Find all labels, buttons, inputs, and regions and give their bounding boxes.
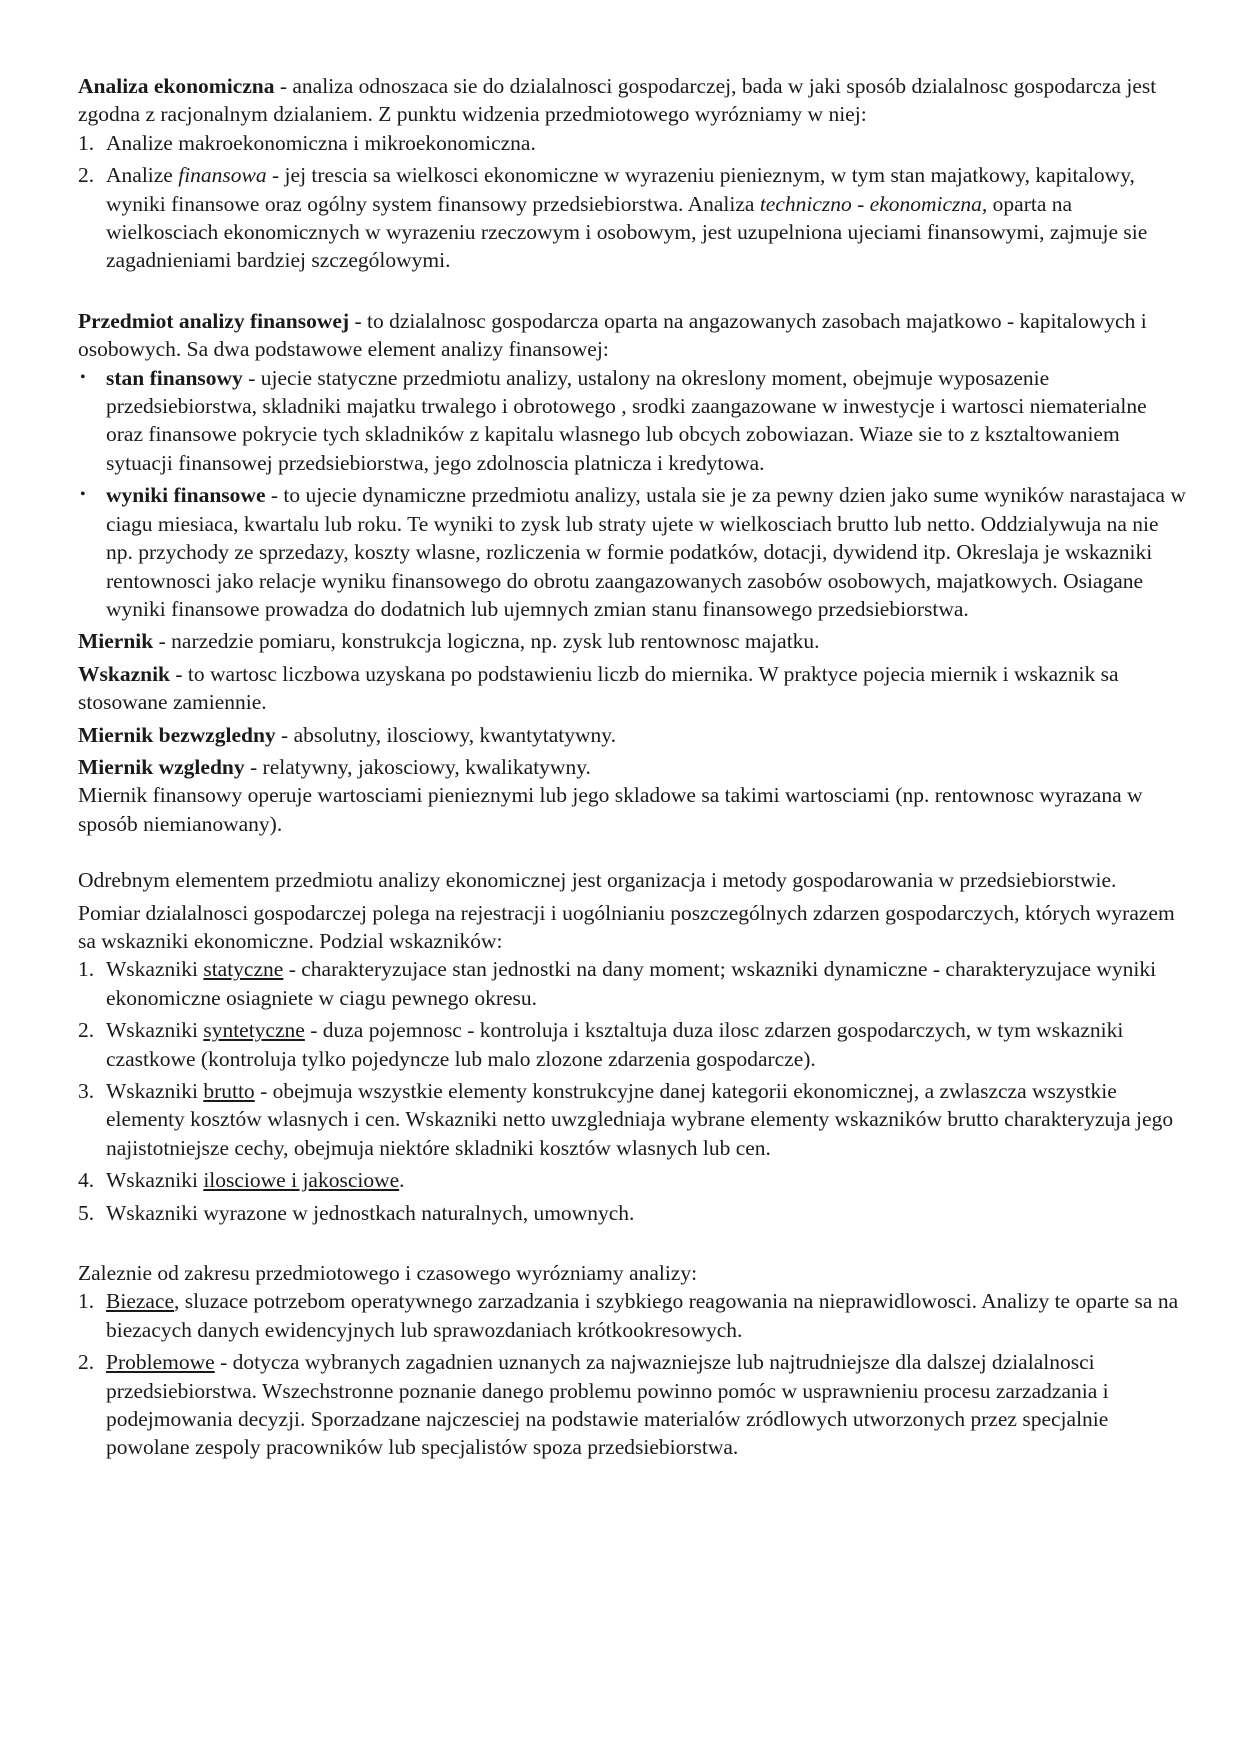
- emphasis-finansowa: finansowa: [178, 163, 267, 188]
- analizy-list: [78, 1287, 1188, 1461]
- term-wyniki-finansowe: wyniki finansowe: [106, 483, 266, 508]
- list-item: [78, 1166, 1188, 1194]
- list-item-text: Analize: [106, 163, 179, 188]
- list-number: 2.: [78, 163, 95, 188]
- list-item-text: Wskazniki wyrazone w jednostkach naturalnych, umownych.: [106, 1200, 635, 1225]
- list-item-text: - duza pojemnosc - kontroluja i ksztaltuja duza ilosc zdarzen gospodarczych, w tym wskazniki czastkowe (kontroluja tylko pojedyncze lub malo zlozone zdarzenia gospodarcze).: [106, 1018, 1124, 1071]
- term-miernik-wzgledny: Miernik wzgledny: [78, 754, 245, 779]
- list-item: [78, 1348, 1188, 1462]
- definition: [78, 627, 1188, 655]
- term-przedmiot: Przedmiot analizy finansowej: [78, 308, 350, 333]
- definition-text: - narzedzie pomiaru, konstrukcja logiczna, np. zysk lub rentownosc majatku.: [153, 629, 820, 654]
- bullet-icon: •: [80, 368, 86, 386]
- list-item-text: oparta na wielkosciach ekonomicznych w wyrazeniu rzeczowym i osobowym, jest uzupelniona ujeciami finansowymi, zajmuje sie zagadnieniami bardziej szczególowymi.: [106, 191, 1148, 273]
- list-item-text: - charakteryzujace stan jednostki na dany moment; wskazniki dynamiczne - charakteryzujace wyniki ekonomiczne osiagniete w ciagu pewnego okresu.: [106, 957, 1157, 1010]
- list-item: [78, 481, 1188, 623]
- definition: [78, 721, 1188, 749]
- definition: [78, 660, 1188, 717]
- intro-paragraph: [78, 72, 1188, 129]
- definition: [78, 753, 1188, 781]
- list-item: [78, 1077, 1188, 1162]
- odrebnym-paragraph: Odrebnym elementem przedmiotu analizy ekonomicznej jest organizacja i metody gospodarowania w przedsiebiorstwie.: [78, 868, 1117, 893]
- term-stan-finansowy: stan finansowy: [106, 365, 243, 390]
- list-item-text: - obejmuja wszystkie elementy konstrukcyjne danej kategorii ekonomicznej, a zwlaszcza wszystkie elementy kosztów wlasnych i cen. Wskazniki netto uwzgledniaja wybrane elementy wskazników brutto charakteryzuja jego najistotniejsze cechy, obejmuja niektóre skladniki kosztów wlasnych lub cen.: [106, 1079, 1174, 1160]
- underlined-term: Biezace: [106, 1289, 175, 1314]
- przedmiot-text: - to dzialalnosc gospodarcza oparta na angazowanych zasobach majatkowo - kapitalowych i osobowych. Sa dwa podstawowe element analizy finansowej:: [78, 308, 1147, 362]
- bullet-icon: •: [80, 486, 86, 504]
- underlined-term: ilosciowe i jakosciowe: [203, 1168, 400, 1193]
- underlined-term: syntetyczne: [203, 1018, 305, 1043]
- wskazniki-list: [78, 955, 1188, 1227]
- list-item-text: - jej trescia sa wielkosci ekonomiczne w wyrazeniu pienieznym, w tym stan majatkowy, kapitalowy, wyniki finansowe oraz ogólny system finansowy przedsiebiorstwa. Analiza: [106, 163, 1135, 216]
- list-number: 1.: [78, 957, 95, 982]
- list-item-text: , sluzace potrzebom operatywnego zarzadzania i szybkiego reagowania na nieprawidlowosci. Analizy te oparte sa na biezacych danych ewidencyjnych lub sprawozdaniach krótkookresowych.: [106, 1289, 1179, 1342]
- list-item-text: Analize makroekonomiczna i mikroekonomiczna.: [106, 130, 536, 155]
- list-number: 2.: [78, 1350, 95, 1375]
- emphasis-techniczno: techniczno - ekonomiczna,: [759, 191, 988, 216]
- zaleznie-paragraph: Zaleznie od zakresu przedmiotowego i czasowego wyrózniamy analizy:: [78, 1261, 698, 1286]
- list-number: 4.: [78, 1168, 95, 1193]
- list-number: 1.: [78, 1289, 95, 1314]
- elements-bullet-list: [78, 364, 1188, 624]
- list-number: 2.: [78, 1018, 95, 1043]
- list-item-text: - dotycza wybranych zagadnien uznanych za najwazniejsze lub najtrudniejsze dla dalszej dzialalnosci przedsiebiorstwa. Wszechstronne poznanie danego problemu powinno pomóc w usprawnieniu procesu zarzadzania i podejmowania decyzji. Sporzadzane najczesciej na podstawie materialów zródlowych utworzonych przez specjalnie powolane zespoly pracowników lub specjalistów spoza przedsiebiorstwa.: [106, 1350, 1109, 1460]
- list-number: 1.: [78, 130, 95, 155]
- underlined-term: statyczne: [203, 957, 284, 982]
- intro-text: - analiza odnoszaca sie do dzialalnosci gospodarczej, bada w jaki sposób dzialalnosc gospodarcza jest zgodna z racjonalnym dzialaniem. Z punktu widzenia przedmiotowego wyrózniamy w niej:: [78, 74, 1157, 127]
- list-item: [78, 1199, 1188, 1227]
- list-item-text: Wskazniki: [106, 957, 204, 982]
- list-item: [78, 364, 1188, 478]
- miernik-finansowy-paragraph: Miernik finansowy operuje wartosciami pienieznymi lub jego skladowe sa takimi wartosciami (np. rentownosc wyrazana w sposób niemianowany).: [78, 783, 1143, 836]
- list-item: [78, 955, 1188, 1012]
- term-analiza-ekonomiczna: Analiza ekonomiczna: [78, 74, 275, 98]
- underlined-term: brutto: [203, 1079, 255, 1103]
- list-item-text: .: [399, 1168, 405, 1193]
- term-miernik-bezwzgledny: Miernik bezwzgledny: [78, 722, 276, 747]
- list-item-text: - to ujecie dynamiczne przedmiotu analizy, ustala sie je za pewny dzien jako sume wyników narastajaca w ciagu miesiaca, kwartalu lub roku. Te wyniki to zysk lub straty ujete w wielkosciach brutto lub netto. Oddzialywuja na nie np. przychody ze sprzedazy, koszty wlasne, rozliczenia w formie podatków, dotacji, dywidend itp. Okreslaja je wskazniki rentownosci jako relacje wyniku finansowego do obrotu zaangazowanych zasobów osobowych, majatkowych. Osiagane wyniki finansowe prowadza do dodatnich lub ujemnych zmian stanu finansowego przedsiebiorstwa.: [106, 483, 1186, 621]
- list-number: 5.: [78, 1200, 95, 1225]
- list-item: [78, 1287, 1188, 1344]
- list-item-text: Wskazniki: [106, 1018, 204, 1043]
- list-item: [78, 129, 1188, 157]
- list-item-text: Wskazniki: [106, 1079, 204, 1103]
- list-item-text: - ujecie statyczne przedmiotu analizy, ustalony na okreslony moment, obejmuje wyposazenie przedsiebiorstwa, skladniki majatku trwalego i obrotowego , srodki zaangazowane w inwestycje i wartosci niematerialne oraz finansowe pokrycie tych skladników z kapitalu wlasnego lub obcych zobowiazan. Wiaze sie to z ksztaltowaniem sytuacji finansowej przedsiebiorstwa, jego zdolnoscia platnicza i kredytowa.: [106, 365, 1147, 475]
- definition-text: - to wartosc liczbowa uzyskana po podstawieniu liczb do miernika. W praktyce pojecia miernik i wskaznik sa stosowane zamiennie.: [78, 661, 1119, 715]
- list-item: [78, 161, 1188, 275]
- przedmiot-paragraph: [78, 307, 1188, 364]
- definition-text: - absolutny, ilosciowy, kwantytatywny.: [275, 722, 617, 747]
- list-item: [78, 1016, 1188, 1073]
- underlined-term: Problemowe: [106, 1350, 215, 1375]
- analiza-types-list: [78, 129, 1188, 275]
- pomiar-paragraph: Pomiar dzialalnosci gospodarczej polega na rejestracji i uogólnianiu poszczególnych zdarzen gospodarczych, których wyrazem sa wskazniki ekonomiczne. Podzial wskazników:: [78, 900, 1175, 953]
- document-page: [78, 72, 1188, 1466]
- list-item-text: Wskazniki: [106, 1168, 204, 1193]
- term-wskaznik: Wskaznik: [78, 661, 171, 686]
- term-miernik: Miernik: [78, 629, 154, 654]
- list-number: 3.: [78, 1079, 95, 1103]
- definition-text: - relatywny, jakosciowy, kwalikatywny.: [244, 754, 591, 779]
